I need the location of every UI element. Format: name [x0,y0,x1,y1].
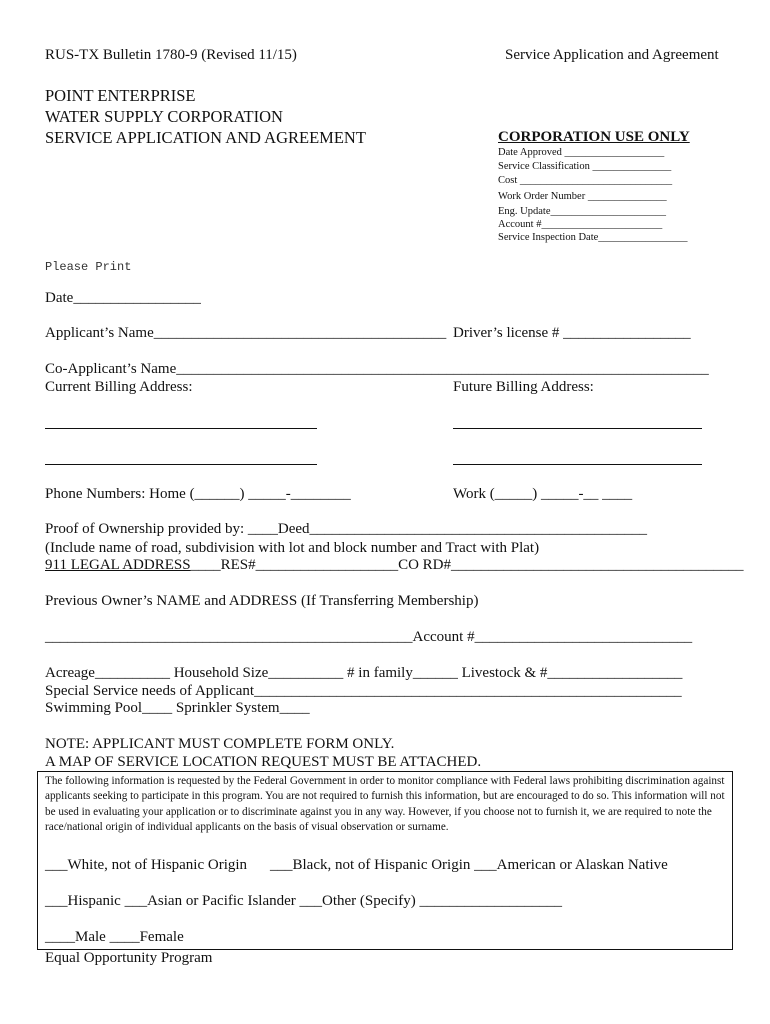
date-field[interactable]: Date_________________ [45,290,201,306]
co-applicant-field[interactable]: Co-Applicant’s Name_______________________________________________________________________ [45,361,709,377]
please-print-note: Please Print [45,260,132,274]
applicant-name-field[interactable]: Applicant’s Name_______________________________________ [45,325,447,341]
future-billing-line-1[interactable] [453,428,702,429]
future-billing-label: Future Billing Address: [453,379,594,395]
note-map-attached: A MAP OF SERVICE LOCATION REQUEST MUST BE ATTACHED. [45,754,482,770]
org-name-line1: POINT ENTERPRISE [45,86,196,105]
equal-opportunity-footer: Equal Opportunity Program [45,950,213,966]
current-billing-line-2[interactable] [45,464,317,465]
previous-owner-account-field[interactable]: _________________________________________________Account #_____________________________ [45,629,693,645]
corp-use-heading: CORPORATION USE ONLY [498,129,690,145]
federal-info-paragraph: The following information is requested by the Federal Government in order to monitor compliance with Federal laws prohibiting discrimination against applicants seeking to participate in this program. You are not required to furnish this information, but are encouraged to do so. This information will not be used in evaluating your application or to discriminate against you in any way. However, if you choose not to furnish it, we are required to note the race/national origin of individual applicants on the basis of visual observation or surname. [45,775,725,833]
home-phone-field[interactable]: Phone Numbers: Home (______) _____-________ [45,486,351,502]
acreage-household-row[interactable]: Acreage__________ Household Size__________ # in family______ Livestock & #__________________ [45,665,683,681]
include-plat-note: (Include name of road, subdivision with lot and block number and Tract with Plat) [45,540,540,556]
org-name-line2: WATER SUPPLY CORPORATION [45,107,283,126]
previous-owner-label: Previous Owner’s NAME and ADDRESS (If Transferring Membership) [45,593,479,609]
corp-date-approved: Date Approved ___________________ [498,147,665,158]
header-doc-title: Service Application and Agreement [505,47,719,63]
drivers-license-field[interactable]: Driver’s license # _________________ [453,325,691,341]
current-billing-line-1[interactable] [45,428,317,429]
corp-work-order: Work Order Number _______________ [498,191,667,202]
race-black-american-options[interactable]: ___Black, not of Hispanic Origin ___American or Alaskan Native [270,857,668,873]
race-hispanic-asian-other-row[interactable]: ___Hispanic ___Asian or Pacific Islander ___Other (Specify) ___________________ [45,893,562,909]
race-white-option[interactable]: ___White, not of Hispanic Origin [45,857,248,873]
special-service-needs-field[interactable]: Special Service needs of Applicant_________________________________________________________ [45,683,682,699]
form-title: SERVICE APPLICATION AND AGREEMENT [45,128,366,147]
current-billing-label: Current Billing Address: [45,379,193,395]
corp-account: Account #_______________________ [498,219,663,230]
bulletin-number: RUS-TX Bulletin 1780-9 (Revised 11/15) [45,47,297,63]
note-complete-form: NOTE: APPLICANT MUST COMPLETE FORM ONLY. [45,736,395,752]
corp-eng-update: Eng. Update______________________ [498,206,666,217]
res-co-rd-field[interactable]: ____RES#___________________CO RD#_______________________________________ [190,557,744,573]
pool-sprinkler-row[interactable]: Swimming Pool____ Sprinkler System____ [45,700,310,716]
sex-male-female-row[interactable]: ____Male ____Female [45,929,184,945]
legal-address-label: 911 LEGAL ADDRESS [45,557,191,573]
future-billing-line-2[interactable] [453,464,702,465]
corp-service-classification: Service Classification _______________ [498,161,672,172]
proof-of-ownership-field[interactable]: Proof of Ownership provided by: ____Deed_____________________________________________ [45,521,648,537]
corp-service-inspection: Service Inspection Date_________________ [498,232,688,243]
work-phone-field[interactable]: Work (_____) _____-__ ____ [453,486,633,502]
legal-address-row[interactable] [45,557,744,574]
corp-cost: Cost _____________________________ [498,175,673,186]
